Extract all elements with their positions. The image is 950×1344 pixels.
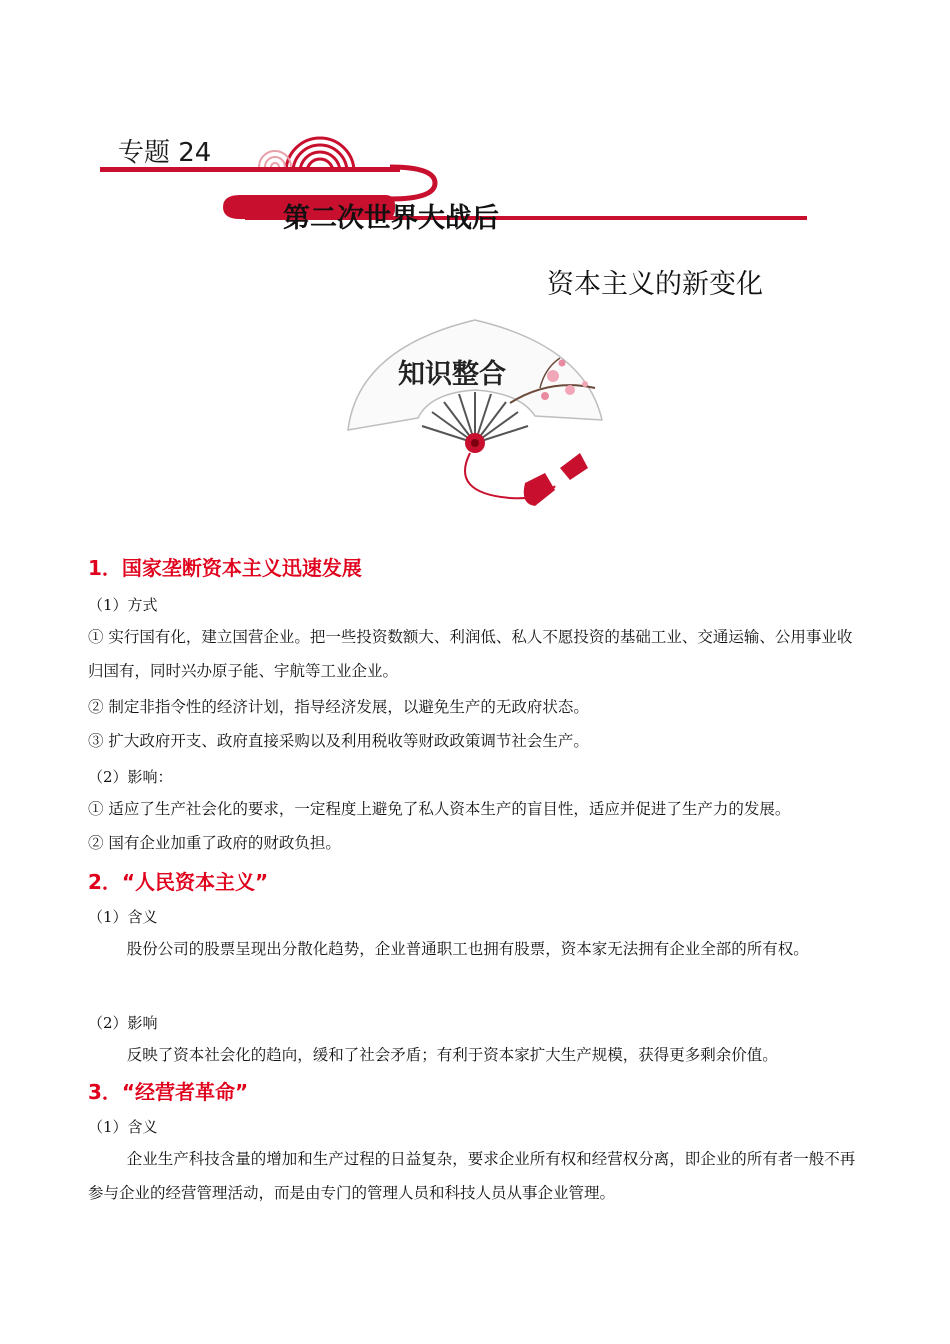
topic-number: 专题 24 — [118, 138, 212, 168]
section-1-sub1: （1）方式 — [88, 596, 158, 614]
fan-badge — [340, 318, 610, 518]
section-2-sub2: （2）影响 — [88, 1014, 158, 1032]
section-2-text2: 反映了资本社会化的趋向，缓和了社会矛盾；有利于资本家扩大生产规模，获得更多剩余价值。 — [126, 1046, 778, 1064]
page-title-line1: 第二次世界大战后 — [283, 203, 499, 234]
section-1-sub2: （2）影响： — [88, 768, 173, 786]
section-3-text1: 企业生产科技含量的增加和生产过程的日益复杂，要求企业所有权和经营权分离，即企业的所有者一般不再参与企业的经营管理活动，而是由专门的管理人员和科技人员从事企业管理。 — [88, 1150, 856, 1202]
section-2-text1: 股份公司的股票呈现出分散化趋势，企业普通职工也拥有股票，资本家无法拥有企业全部的所有权。 — [126, 940, 809, 958]
fan-icon — [348, 320, 602, 506]
section-2-sub1: （1）含义 — [88, 908, 158, 926]
section-1-effect-1: ① 适应了生产社会化的要求，一定程度上避免了私人资本生产的盲目性，适应并促进了生产力的发展。 — [88, 800, 791, 818]
page-title-line2: 资本主义的新变化 — [547, 269, 763, 300]
section-1-heading: 1．国家垄断资本主义迅速发展 — [88, 556, 362, 580]
section-1-item-1: ① 实行国有化，建立国营企业。把一些投资数额大、利润低、私人不愿投资的基础工业、交通运输、公用事业收归国有，同时兴办原子能、宇航等工业企业。 — [88, 628, 853, 680]
section-3-heading: 3．“经营者革命” — [88, 1080, 249, 1104]
section-3-sub1: （1）含义 — [88, 1118, 158, 1136]
badge-text: 知识整合 — [398, 359, 506, 390]
section-1-item-2: ② 制定非指令性的经济计划，指导经济发展，以避免生产的无政府状态。 — [88, 698, 589, 716]
section-1-effect-2: ② 国有企业加重了政府的财政负担。 — [88, 834, 341, 852]
section-1-item-3: ③ 扩大政府开支、政府直接采购以及利用税收等财政政策调节社会生产。 — [88, 732, 589, 750]
section-2-heading: 2．“人民资本主义” — [88, 870, 269, 894]
